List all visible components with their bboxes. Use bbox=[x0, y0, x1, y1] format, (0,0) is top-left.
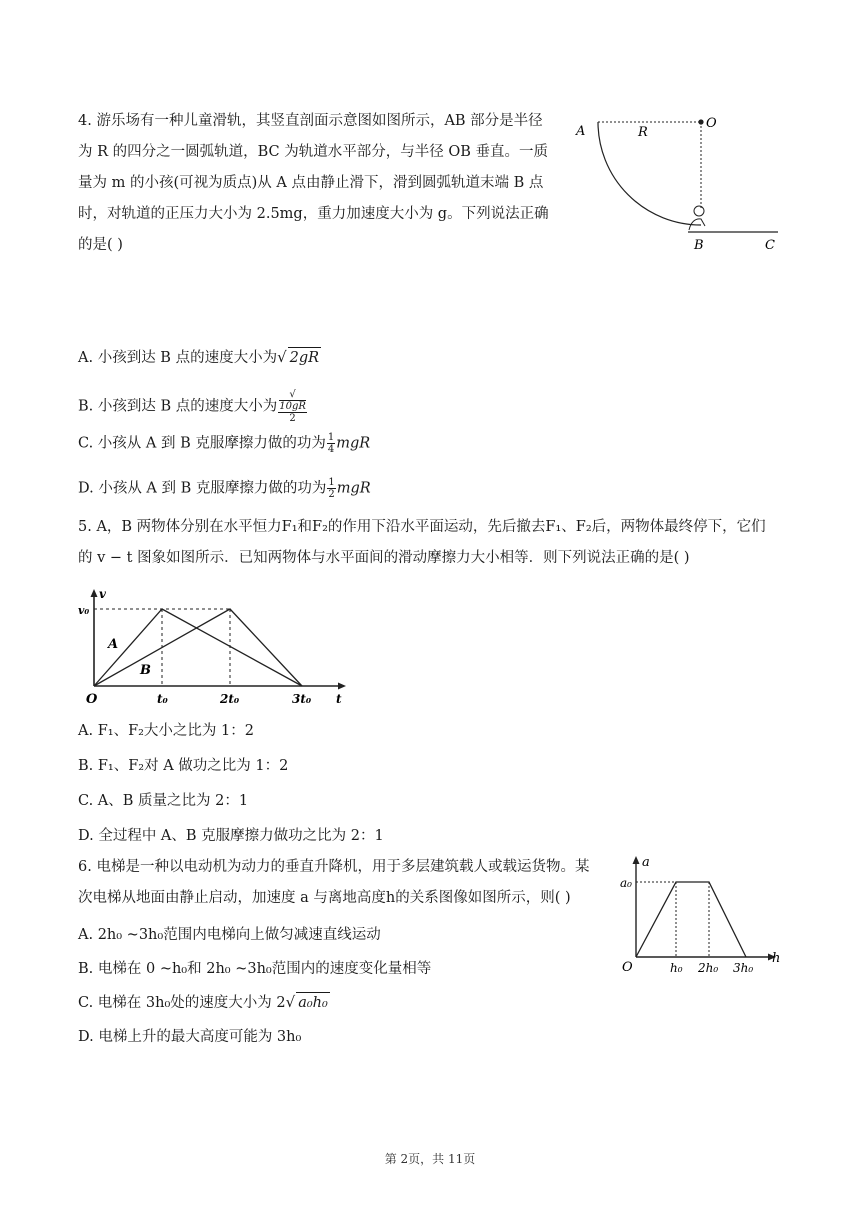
q5-fig-v0-label: v₀ bbox=[78, 604, 90, 617]
q6-fig-a-label: a bbox=[642, 855, 650, 870]
q4-slide-track-figure bbox=[570, 108, 785, 256]
q5-option-b: B. F₁、F₂对 A 做功之比为 1：2 bbox=[78, 758, 289, 774]
q4-option-b: B. 小孩到达 B 点的速度大小为 √ 10gR 2 bbox=[78, 389, 306, 424]
q4-line-5: 的是( ) bbox=[78, 237, 123, 253]
q6-option-c-radicand: a₀h₀ bbox=[296, 992, 330, 1013]
q5-fig-a-label: A bbox=[108, 637, 119, 652]
q4-line-2: 为 R 的四分之一圆弧轨道，BC 为轨道水平部分，与半径 OB 垂直。一质 bbox=[78, 144, 549, 160]
q6-option-a: A. 2h₀ ~3h₀范围内电梯向上做匀减速直线运动 bbox=[78, 927, 381, 943]
q4-line-4: 时，对轨道的正压力大小为 2.5mg，重力加速度大小为 g。下列说法正确 bbox=[78, 206, 549, 222]
q4-option-c-fraction: $\frac{1}{4}$ bbox=[327, 432, 335, 455]
q4-line-3: 量为 m 的小孩(可视为质点)从 A 点由静止滑下，滑到圆弧轨道末端 B 点 bbox=[78, 175, 544, 191]
q5-fig-3t0-label: 3t₀ bbox=[292, 692, 312, 706]
q6-fig-origin-label: O bbox=[622, 960, 633, 975]
q5-vt-graph bbox=[78, 586, 358, 710]
q5-option-d: D. 全过程中 A、B 克服摩擦力做功之比为 2：1 bbox=[78, 828, 384, 844]
q4-option-d-fraction: $\frac{1}{2}$ bbox=[328, 477, 335, 500]
question-4-stem bbox=[78, 106, 578, 261]
q5-fig-origin-label: O bbox=[86, 692, 98, 707]
q6-fig-3h0-label: 3h₀ bbox=[733, 961, 754, 975]
q4-option-b-fraction: √ 10gR 2 bbox=[279, 389, 306, 424]
q4-fig-label-r: R bbox=[638, 125, 648, 140]
q5-line-2: 的 v − t 图象如图所示．已知两物体与水平面间的滑动摩擦力大小相等．则下列说法正确的是( ) bbox=[78, 550, 690, 566]
q6-option-c: C. 电梯在 3h₀处的速度大小为 2√ a₀h₀ bbox=[78, 993, 328, 1011]
q4-fig-label-o: O bbox=[706, 116, 717, 131]
q6-line-2: 次电梯从地面由静止启动，加速度 a 与离地高度h的关系图像如图所示，则( ) bbox=[78, 890, 571, 906]
q5-line-b bbox=[94, 609, 302, 686]
question-5-stem bbox=[78, 512, 798, 574]
q4-option-d: D. 小孩从 A 到 B 克服摩擦力做的功为 $\frac{1}{2}$ mgR bbox=[78, 477, 371, 500]
q6-acceleration-line bbox=[636, 882, 746, 957]
q6-fig-a0-label: a₀ bbox=[620, 876, 632, 890]
q4-option-a-sqrt: √ bbox=[277, 348, 287, 366]
q4-fig-label-b: B bbox=[694, 238, 704, 253]
q4-option-a-radicand: 2gR bbox=[288, 347, 321, 368]
q6-a-h-graph bbox=[620, 852, 788, 980]
q5-option-a: A. F₁、F₂大小之比为 1：2 bbox=[78, 723, 254, 739]
q4-line-1: 4. 游乐场有一种儿童滑轨，其竖直剖面示意图如图所示，AB 部分是半径 bbox=[78, 113, 543, 129]
q6-fig-h0-label: h₀ bbox=[670, 961, 683, 975]
q6-option-c-sqrt: √ bbox=[285, 993, 296, 1011]
q6-option-b: B. 电梯在 0 ~h₀和 2h₀ ~3h₀范围内的速度变化量相等 bbox=[78, 961, 432, 977]
page-footer: 第 2页，共 11页 bbox=[384, 1152, 476, 1166]
q5-line-a bbox=[94, 609, 302, 686]
q6-fig-h-label: h bbox=[772, 951, 781, 966]
q6-line-1: 6. 电梯是一种以电动机为动力的垂直升降机，用于多层建筑载人或载运货物。某 bbox=[78, 859, 590, 875]
q5-fig-b-label: B bbox=[140, 663, 151, 678]
q4-option-c: C. 小孩从 A 到 B 克服摩擦力做的功为 $\frac{1}{4}$ mgR bbox=[78, 432, 371, 455]
q5-option-c: C. A、B 质量之比为 2：1 bbox=[78, 793, 249, 809]
q5-line-1: 5. A，B 两物体分别在水平恒力F₁和F₂的作用下沿水平面运动，先后撤去F₁、F₂后，两物体最终停下，它们 bbox=[78, 519, 766, 535]
q4-fig-label-a: A bbox=[576, 124, 586, 139]
q5-fig-t0-label: t₀ bbox=[157, 692, 168, 706]
q6-fig-2h0-label: 2h₀ bbox=[698, 961, 719, 975]
q5-fig-2t0-label: 2t₀ bbox=[220, 692, 240, 706]
q4-fig-label-c: C bbox=[765, 238, 775, 253]
question-6-stem bbox=[78, 852, 618, 914]
q5-fig-t-label: t bbox=[336, 692, 342, 706]
q5-fig-v-label: v bbox=[99, 587, 106, 601]
q4-option-a: A. 小孩到达 B 点的速度大小为√ 2gR bbox=[78, 348, 320, 366]
q6-option-d: D. 电梯上升的最大高度可能为 3h₀ bbox=[78, 1029, 302, 1045]
